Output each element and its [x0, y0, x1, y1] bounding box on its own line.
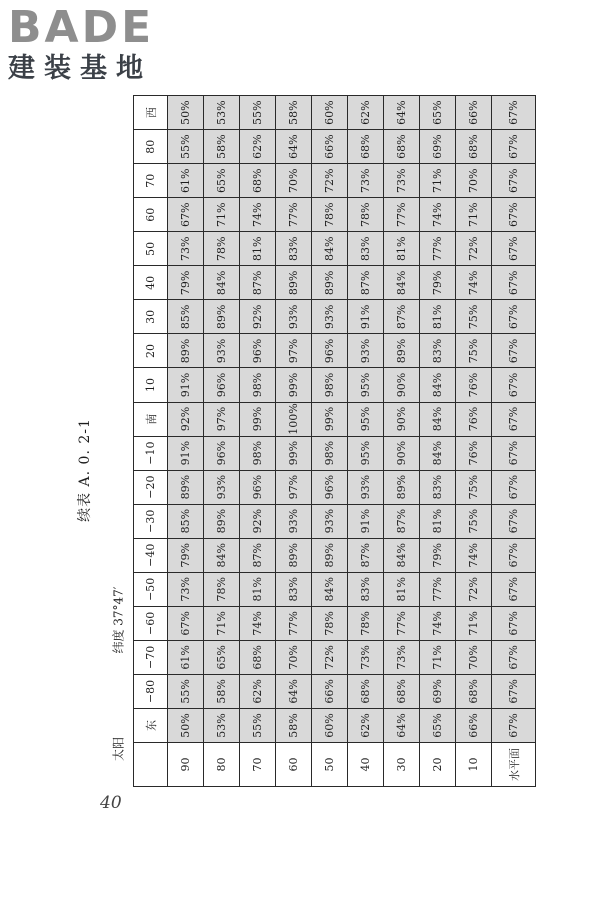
table-cell: 77% — [384, 198, 420, 232]
table-cell: 79% — [168, 266, 204, 300]
table-cell: 70% — [456, 640, 492, 674]
table-cell: 85% — [168, 300, 204, 334]
row-label: 40 — [348, 743, 384, 787]
table-cell: 87% — [384, 300, 420, 334]
column-header: 20 — [134, 334, 168, 368]
table-cell: 98% — [312, 436, 348, 470]
logo-subtitle-text: 建装基地 — [8, 53, 152, 84]
table-cell: 84% — [420, 436, 456, 470]
table-cell: 95% — [348, 402, 384, 436]
table-cell: 58% — [276, 708, 312, 742]
column-header: −30 — [134, 504, 168, 538]
row-label: 20 — [420, 743, 456, 787]
column-header: 60 — [134, 198, 168, 232]
table-cell: 78% — [348, 606, 384, 640]
table-cell: 93% — [312, 504, 348, 538]
column-header: −80 — [134, 674, 168, 708]
row-label: 90 — [168, 743, 204, 787]
table-cell: 67% — [492, 538, 536, 572]
table-caption: 续表 A. 0. 2-1 — [77, 418, 93, 522]
table-cell: 81% — [384, 572, 420, 606]
column-header: −70 — [134, 640, 168, 674]
table-cell: 64% — [276, 130, 312, 164]
table-cell: 83% — [420, 470, 456, 504]
table-cell: 91% — [168, 436, 204, 470]
table-cell: 89% — [204, 504, 240, 538]
table-cell: 93% — [204, 470, 240, 504]
table-cell: 93% — [348, 334, 384, 368]
table-cell: 89% — [276, 538, 312, 572]
table-cell: 93% — [312, 300, 348, 334]
table-cell: 79% — [168, 538, 204, 572]
table-cell: 78% — [312, 198, 348, 232]
table-cell: 74% — [240, 198, 276, 232]
table-cell: 89% — [168, 334, 204, 368]
table-cell: 77% — [276, 198, 312, 232]
table-row — [168, 96, 204, 787]
table-cell: 95% — [348, 368, 384, 402]
table-cell: 99% — [240, 402, 276, 436]
table-cell: 84% — [312, 572, 348, 606]
table-cell: 67% — [492, 300, 536, 334]
table-cell: 89% — [312, 538, 348, 572]
table-cell: 67% — [492, 266, 536, 300]
column-header: −50 — [134, 572, 168, 606]
table-row — [276, 96, 312, 787]
table-cell: 62% — [348, 96, 384, 130]
table-cell: 87% — [348, 266, 384, 300]
table-cell: 84% — [312, 232, 348, 266]
table-cell: 97% — [276, 334, 312, 368]
table-cell: 87% — [240, 266, 276, 300]
table-cell: 79% — [420, 266, 456, 300]
column-header: 30 — [134, 300, 168, 334]
table-cell: 68% — [348, 674, 384, 708]
table-cell: 71% — [456, 606, 492, 640]
table-cell: 62% — [240, 674, 276, 708]
table-cell: 53% — [204, 708, 240, 742]
table-cell: 83% — [276, 572, 312, 606]
table-cell: 85% — [168, 504, 204, 538]
table-cell: 67% — [492, 708, 536, 742]
table-cell: 70% — [456, 164, 492, 198]
table-cell: 71% — [456, 198, 492, 232]
corner-label-sun: 太阳 — [111, 736, 126, 762]
table-cell: 89% — [276, 266, 312, 300]
table-cell: 89% — [168, 470, 204, 504]
column-header: −10 — [134, 436, 168, 470]
table-cell: 78% — [348, 198, 384, 232]
table-cell: 67% — [492, 436, 536, 470]
row-label: 70 — [240, 743, 276, 787]
table-cell: 75% — [456, 504, 492, 538]
column-header: 10 — [134, 368, 168, 402]
table-cell: 70% — [276, 640, 312, 674]
table-cell: 67% — [492, 606, 536, 640]
table-cell: 71% — [420, 164, 456, 198]
table-cell: 78% — [204, 572, 240, 606]
table-cell: 65% — [204, 640, 240, 674]
table-row — [312, 96, 348, 787]
table-cell: 71% — [204, 198, 240, 232]
table-cell: 64% — [276, 674, 312, 708]
table-cell: 58% — [204, 130, 240, 164]
column-header: 70 — [134, 164, 168, 198]
table-cell: 92% — [240, 504, 276, 538]
page-number: 40 — [100, 793, 122, 813]
table-cell: 83% — [348, 572, 384, 606]
table-cell: 78% — [204, 232, 240, 266]
table-cell: 50% — [168, 708, 204, 742]
table-cell: 98% — [312, 368, 348, 402]
row-label: 80 — [204, 743, 240, 787]
row-label: 60 — [276, 743, 312, 787]
table-cell: 83% — [348, 232, 384, 266]
table-cell: 81% — [240, 572, 276, 606]
table-cell: 67% — [492, 130, 536, 164]
table-cell: 67% — [492, 368, 536, 402]
table-cell: 55% — [168, 674, 204, 708]
table-cell: 93% — [276, 300, 312, 334]
table-cell: 99% — [312, 402, 348, 436]
table-container — [133, 95, 536, 787]
table-cell: 68% — [384, 130, 420, 164]
table-cell: 90% — [384, 368, 420, 402]
table-cell: 67% — [168, 198, 204, 232]
table-cell: 91% — [348, 300, 384, 334]
table-cell: 74% — [456, 266, 492, 300]
table-cell: 68% — [240, 164, 276, 198]
table-cell: 62% — [240, 130, 276, 164]
table-cell: 74% — [420, 606, 456, 640]
table-cell: 84% — [384, 538, 420, 572]
irradiation-table — [133, 95, 536, 787]
table-cell: 55% — [240, 708, 276, 742]
table-cell: 93% — [348, 470, 384, 504]
table-cell: 67% — [492, 232, 536, 266]
table-cell: 99% — [276, 368, 312, 402]
table-cell: 87% — [348, 538, 384, 572]
table-cell: 83% — [420, 334, 456, 368]
table-cell: 55% — [240, 96, 276, 130]
column-header: 西 — [134, 96, 168, 130]
table-cell: 76% — [456, 402, 492, 436]
table-cell: 58% — [276, 96, 312, 130]
table-cell: 69% — [420, 130, 456, 164]
table-cell: 96% — [312, 470, 348, 504]
column-header: 80 — [134, 130, 168, 164]
table-cell: 76% — [456, 436, 492, 470]
table-cell: 87% — [384, 504, 420, 538]
table-cell: 83% — [276, 232, 312, 266]
table-cell: 74% — [456, 538, 492, 572]
table-cell: 100% — [276, 402, 312, 436]
table-cell: 84% — [384, 266, 420, 300]
table-row — [492, 96, 536, 787]
table-cell: 68% — [348, 130, 384, 164]
table-cell: 84% — [204, 538, 240, 572]
table-cell: 93% — [276, 504, 312, 538]
table-cell: 67% — [168, 606, 204, 640]
row-label: 30 — [384, 743, 420, 787]
table-cell: 78% — [312, 606, 348, 640]
table-cell: 96% — [240, 470, 276, 504]
table-cell: 71% — [420, 640, 456, 674]
table-cell: 96% — [312, 334, 348, 368]
table-cell: 67% — [492, 334, 536, 368]
table-cell: 92% — [240, 300, 276, 334]
table-row — [204, 96, 240, 787]
table-cell: 60% — [312, 96, 348, 130]
table-cell: 74% — [240, 606, 276, 640]
column-header: 50 — [134, 232, 168, 266]
table-cell: 73% — [168, 232, 204, 266]
table-cell: 61% — [168, 164, 204, 198]
table-cell: 66% — [456, 708, 492, 742]
table-cell: 89% — [384, 334, 420, 368]
corner-cell — [134, 743, 168, 787]
table-cell: 79% — [420, 538, 456, 572]
table-row — [348, 96, 384, 787]
table-cell: 81% — [384, 232, 420, 266]
table-cell: 96% — [204, 368, 240, 402]
bade-logo — [8, 2, 178, 86]
table-cell: 61% — [168, 640, 204, 674]
table-cell: 96% — [240, 334, 276, 368]
table-cell: 84% — [420, 402, 456, 436]
table-cell: 55% — [168, 130, 204, 164]
table-cell: 72% — [456, 572, 492, 606]
table-cell: 62% — [348, 708, 384, 742]
table-cell: 67% — [492, 470, 536, 504]
column-header: 40 — [134, 266, 168, 300]
table-row — [420, 96, 456, 787]
table-cell: 73% — [348, 640, 384, 674]
header-row — [134, 96, 168, 787]
table-cell: 67% — [492, 96, 536, 130]
table-cell: 66% — [312, 674, 348, 708]
table-cell: 92% — [168, 402, 204, 436]
table-row — [240, 96, 276, 787]
table-cell: 89% — [204, 300, 240, 334]
table-cell: 50% — [168, 96, 204, 130]
table-cell: 77% — [384, 606, 420, 640]
table-cell: 67% — [492, 572, 536, 606]
table-cell: 67% — [492, 674, 536, 708]
table-cell: 68% — [240, 640, 276, 674]
table-cell: 66% — [456, 96, 492, 130]
table-cell: 53% — [204, 96, 240, 130]
logo-brand-text: BADE — [8, 2, 155, 53]
table-cell: 77% — [420, 572, 456, 606]
column-header: 东 — [134, 708, 168, 742]
row-label: 10 — [456, 743, 492, 787]
table-row — [384, 96, 420, 787]
table-row — [456, 96, 492, 787]
column-header: −40 — [134, 538, 168, 572]
table-cell: 67% — [492, 640, 536, 674]
table-cell: 75% — [456, 470, 492, 504]
table-cell: 81% — [420, 504, 456, 538]
table-cell: 93% — [204, 334, 240, 368]
table-cell: 97% — [204, 402, 240, 436]
table-cell: 90% — [384, 402, 420, 436]
table-cell: 76% — [456, 368, 492, 402]
table-cell: 98% — [240, 436, 276, 470]
row-label: 水平面 — [492, 743, 536, 787]
table-cell: 75% — [456, 334, 492, 368]
table-cell: 72% — [312, 640, 348, 674]
table-cell: 84% — [420, 368, 456, 402]
table-cell: 98% — [240, 368, 276, 402]
table-cell: 69% — [420, 674, 456, 708]
table-cell: 90% — [384, 436, 420, 470]
table-cell: 75% — [456, 300, 492, 334]
table-cell: 96% — [204, 436, 240, 470]
table-cell: 72% — [312, 164, 348, 198]
table-cell: 87% — [240, 538, 276, 572]
table-cell: 65% — [420, 96, 456, 130]
table-cell: 81% — [420, 300, 456, 334]
table-cell: 77% — [420, 232, 456, 266]
table-cell: 89% — [384, 470, 420, 504]
table-cell: 67% — [492, 402, 536, 436]
column-header: −20 — [134, 470, 168, 504]
table-cell: 68% — [384, 674, 420, 708]
table-cell: 67% — [492, 164, 536, 198]
table-cell: 73% — [348, 164, 384, 198]
table-cell: 73% — [384, 640, 420, 674]
table-cell: 66% — [312, 130, 348, 164]
table-cell: 67% — [492, 198, 536, 232]
table-cell: 64% — [384, 708, 420, 742]
column-header: −60 — [134, 606, 168, 640]
table-cell: 65% — [204, 164, 240, 198]
table-cell: 95% — [348, 436, 384, 470]
table-cell: 72% — [456, 232, 492, 266]
column-header: 南 — [134, 402, 168, 436]
table-cell: 64% — [384, 96, 420, 130]
table-cell: 70% — [276, 164, 312, 198]
table-cell: 65% — [420, 708, 456, 742]
table-cell: 68% — [456, 674, 492, 708]
table-cell: 74% — [420, 198, 456, 232]
table-cell: 60% — [312, 708, 348, 742]
table-cell: 81% — [240, 232, 276, 266]
table-cell: 91% — [168, 368, 204, 402]
table-cell: 67% — [492, 504, 536, 538]
table-cell: 99% — [276, 436, 312, 470]
table-cell: 68% — [456, 130, 492, 164]
table-cell: 77% — [276, 606, 312, 640]
table-cell: 71% — [204, 606, 240, 640]
table-cell: 91% — [348, 504, 384, 538]
table-cell: 58% — [204, 674, 240, 708]
table-cell: 97% — [276, 470, 312, 504]
table-cell: 89% — [312, 266, 348, 300]
table-cell: 73% — [168, 572, 204, 606]
row-label: 50 — [312, 743, 348, 787]
latitude-label: 纬度 37°47′ — [111, 586, 126, 654]
table-cell: 73% — [384, 164, 420, 198]
table-cell: 84% — [204, 266, 240, 300]
